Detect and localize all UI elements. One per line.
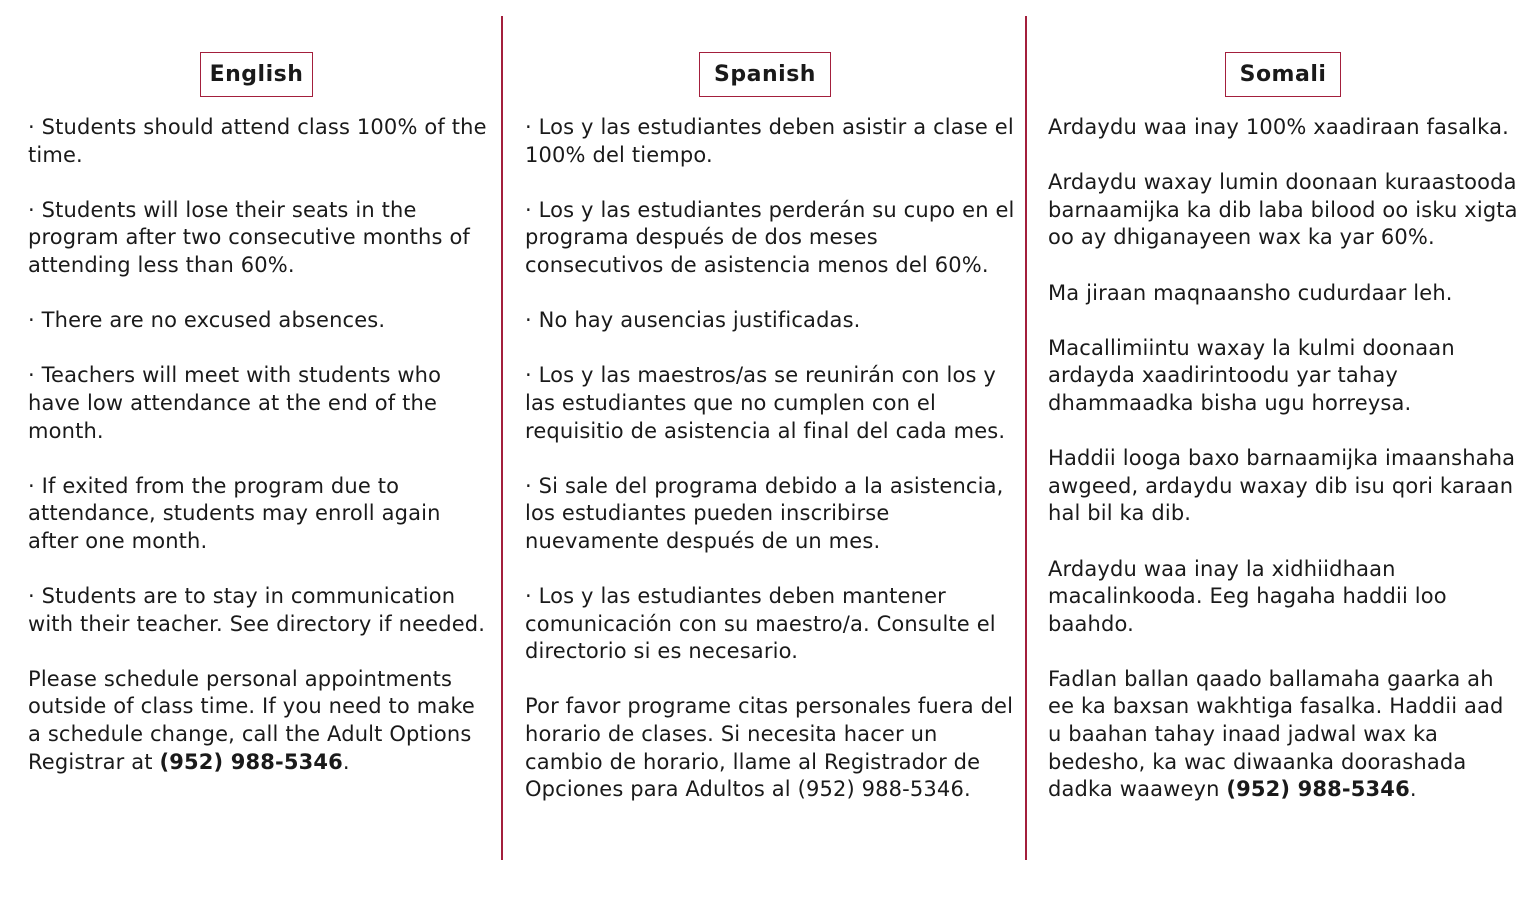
spanish-content: [525, 114, 1017, 831]
somali-phone-number: (952) 988-5346: [1226, 777, 1410, 802]
english-content: [28, 114, 490, 804]
somali-item-1: Ardaydu waa inay 100% xaadiraan fasalka.: [1048, 115, 1509, 139]
spanish-closing: Por favor programe citas personales fuera del horario de clases. Si necesita hacer un cambio de horario, llame al Registrador de Opciones para Adultos al (952) 988-5346.: [525, 694, 1014, 802]
english-item-5: · If exited from the program due to attendance, students may enroll again after one month.: [28, 473, 441, 553]
somali-item-4: Macallimiintu waxay la kulmi doonaan ardayda xaadirintoodu yar tahay dhammaadka bisha ugu horreysa.: [1048, 335, 1455, 415]
english-closing-text: Please schedule personal appointments outside of class time. If you need to make a schedule change, call the Adult Options Registrar at: [28, 666, 476, 774]
english-item-4: · Teachers will meet with students who have low attendance at the end of the month.: [28, 363, 442, 443]
english-column: [0, 16, 501, 860]
somali-closing: [1048, 666, 1523, 804]
english-item-1: · Students should attend class 100% of the time.: [28, 115, 487, 167]
spanish-item-1: · Los y las estudiantes deben asistir a clase el 100% del tiempo.: [525, 115, 1014, 167]
english-phone-number: (952) 988-5346: [159, 749, 343, 774]
somali-heading: Somali: [1225, 52, 1341, 97]
somali-item-5: Haddii looga baxo barnaamijka imaanshaha awgeed, ardaydu waxay dib isu qori karaan hal bil ka dib.: [1048, 446, 1516, 526]
somali-closing-text: Fadlan ballan qaado ballamaha gaarka ah ee ka baxsan wakhtiga fasalka. Haddii aad u baahan tahay inaad jadwal wax ka bedesho, ka wac diwaanka doorashada dadka waaweyn: [1048, 666, 1504, 802]
english-item-6: · Students are to stay in communication with their teacher. See directory if needed.: [28, 584, 486, 636]
somali-item-3: Ma jiraan maqnaansho cudurdaar leh.: [1048, 280, 1453, 305]
somali-column: [1025, 16, 1525, 860]
spanish-column: [501, 16, 1025, 860]
english-closing-end: .: [342, 749, 350, 774]
english-item-2: · Students will lose their seats in the program after two consecutive months of attending less than 60%.: [28, 197, 470, 277]
somali-item-2: Ardaydu waxay lumin doonaan kuraastooda barnaamijka ka dib laba bilood oo isku xigta oo ay dhiganayeen wax ka yar 60%.: [1048, 170, 1518, 250]
english-closing: [28, 666, 490, 776]
spanish-heading: Spanish: [699, 52, 831, 97]
spanish-item-3: · No hay ausencias justificadas.: [525, 308, 861, 333]
spanish-item-4: · Los y las maestros/as se reunirán con los y las estudiantes que no cumplen con el requisitio de asistencia al final del cada mes.: [525, 363, 1006, 443]
spanish-item-5: · Si sale del programa debido a la asistencia, los estudiantes pueden inscribirse nuevamente después de un mes.: [525, 473, 1004, 553]
english-heading: English: [200, 52, 313, 97]
english-item-3: · There are no excused absences.: [28, 308, 386, 333]
somali-content: [1048, 114, 1523, 831]
spanish-item-6: · Los y las estudiantes deben mantener comunicación con su maestro/a. Consulte el directorio si es necesario.: [525, 584, 996, 664]
somali-item-6: Ardaydu waa inay la xidhiidhaan macalinkooda. Eeg hagaha haddii loo baahdo.: [1048, 556, 1447, 636]
spanish-item-2: · Los y las estudiantes perderán su cupo en el programa después de dos meses consecutivos de asistencia menos del 60%.: [525, 197, 1015, 277]
somali-closing-end: .: [1409, 777, 1417, 802]
